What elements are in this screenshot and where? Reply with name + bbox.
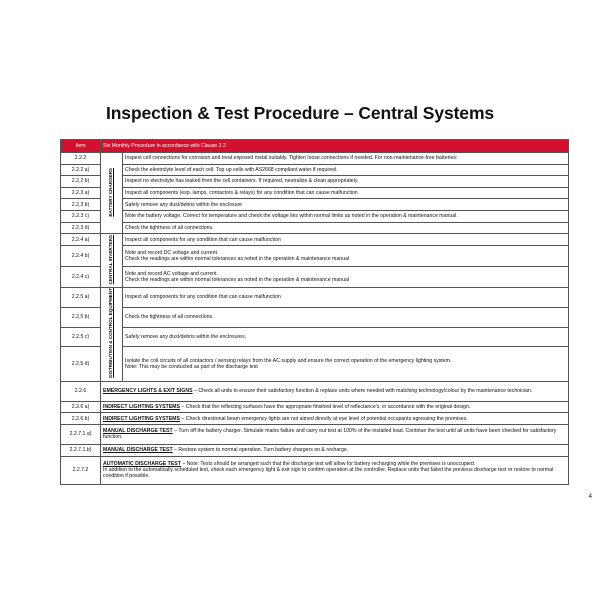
table-row [61, 153, 569, 165]
table-row [61, 266, 569, 287]
row-text-body: – Check directional beam emergency lights are not aimed directly at eye level of potential occupants egressing the premises. [179, 415, 468, 422]
row-text-body: – Note: Tests should be arranged such that the discharge test will allow for battery recharging while the premises is unoccupied. [180, 460, 476, 467]
table-row [61, 246, 569, 267]
row-text: Inspect all components for any condition that can cause malfunction [123, 234, 569, 246]
row-heading: INDIRECT LIGHTING SYSTEMS [103, 403, 180, 410]
item-number: 2.2.7.1 a) [61, 424, 101, 444]
table-row [61, 234, 569, 246]
group-label: BATTERY CHARGERS [108, 167, 114, 217]
item-number: 2.2.6 [61, 381, 101, 401]
row-text-line: Check the readings are within normal tolerances as noted in the operation & maintenance manual [125, 276, 350, 283]
row-text-body: – Restore system to normal operation. Turn battery chargers on & recharge. [172, 447, 349, 454]
row-text: Safely remove any dust/debris within the enclosure [123, 199, 569, 211]
table-row [61, 222, 569, 234]
row-text-line: Isolate the coil circuits of all contactors / sensing relays from the AC supply and ensure the correct operation of the emergency lighting system. [125, 357, 452, 364]
table-row [61, 187, 569, 199]
row-text-body: – Check all units to ensure their satisfactory function & replace units where needed with matching technology/colour by the maintenance technician. [192, 388, 533, 395]
item-number: 2.2.4 a) [61, 234, 101, 246]
table-row [61, 456, 569, 484]
page-title: Inspection & Test Procedure – Central Systems [105, 103, 495, 123]
table-row [61, 444, 569, 456]
row-text-line: Note: This may be conducted as part of the discharge test [125, 364, 258, 371]
row-text [101, 381, 569, 401]
row-text [101, 413, 569, 425]
row-text: Inspect all components for any condition that can cause malfunction [123, 287, 569, 307]
item-number: 2.2.5 a) [61, 287, 101, 307]
item-number: 2.2.2 b) [61, 176, 101, 188]
row-heading: EMERGENCY LIGHTS & EXIT SIGNS [103, 388, 193, 395]
row-text: Safely remove any dust/debris within the enclosures. [123, 327, 569, 347]
row-text-body: – Check that the reflecting surfaces have the appropriate finished level of reflectance's, in accordance with the original design. [179, 403, 471, 410]
group-battery-chargers [101, 153, 123, 234]
item-number: 2.2.3 b) [61, 199, 101, 211]
table-row [61, 401, 569, 413]
group-label: CENTRAL INVERTERS [108, 234, 114, 285]
page-number: 4 [588, 494, 592, 500]
table-row [61, 164, 569, 176]
row-text [123, 246, 569, 267]
item-number: 2.2.3 c) [61, 210, 101, 222]
row-text: Check the tightness of all connections. [123, 222, 569, 234]
row-text [101, 456, 569, 484]
table-row [61, 176, 569, 188]
table-row [61, 210, 569, 222]
item-number: 2.2.4 c) [61, 266, 101, 287]
table-row [61, 307, 569, 327]
row-text [101, 424, 569, 444]
row-text [123, 347, 569, 381]
row-text: Check the electrolyte level of each cell. Top up cells with AS2668 compliant water if required. [123, 164, 569, 176]
item-number: 2.2.4 b) [61, 246, 101, 267]
row-heading: INDIRECT LIGHTING SYSTEMS [103, 415, 180, 422]
row-text [101, 444, 569, 456]
row-text-line: Check the readings are within normal tolerances as noted in the operation & maintenance manual [125, 256, 350, 263]
header-description: Six Monthly Procedure in accordance with Clause 2.2 [101, 140, 569, 153]
table-header-row [61, 140, 569, 153]
row-text [101, 401, 569, 413]
table-row [61, 287, 569, 307]
item-number: 2.2.7.1 b) [61, 444, 101, 456]
table-row [61, 381, 569, 401]
item-number: 2.2.6 a) [61, 401, 101, 413]
item-number: 2.2.3 d) [61, 222, 101, 234]
item-number: 2.2.2 [61, 153, 101, 165]
header-item: Item [61, 140, 101, 153]
item-number: 2.2.7.2 [61, 456, 101, 484]
row-text: Check the tightness of all connections. [123, 307, 569, 327]
row-text-body: – Turn off the battery charger. Simulate mains failure and carry out test at 100% of the installed load. Continue the test until all units have been checked for satisfactory function. [103, 428, 557, 441]
row-text [123, 266, 569, 287]
row-heading: MANUAL DISCHARGE TEST [103, 447, 173, 454]
group-central-inverters [101, 234, 123, 288]
table-row [61, 199, 569, 211]
row-text: Inspect cell connections for corrosion and treat exposed metal suitably. Tighten loose connections if needed. For non-maintenance-free batteries: [123, 153, 569, 165]
item-number: 2.2.6 b) [61, 413, 101, 425]
item-number: 2.2.5 b) [61, 307, 101, 327]
item-number: 2.2.2 a) [61, 164, 101, 176]
item-number: 2.2.5 d) [61, 347, 101, 381]
table-row [61, 413, 569, 425]
row-text-line: In addition to the automatically scheduled test, check each emergency light & exit sign to confirm operation at the controller. Replace units that failed the previous discharge test or restore to normal condition if possible. [103, 466, 554, 480]
row-heading: MANUAL DISCHARGE TEST [103, 428, 173, 435]
table-row [61, 424, 569, 444]
item-number: 2.2.3 a) [61, 187, 101, 199]
row-text: Note the battery voltage. Correct for temperature and check the voltage lies within normal limits as noted in the operation & maintenance manual. [123, 210, 569, 222]
group-label: DISTRIBUTION & CONTROL EQUIPMENT [108, 288, 114, 379]
row-text-line: Note and record AC voltage and current. [125, 270, 218, 277]
group-distribution-control [101, 287, 123, 381]
row-heading: AUTOMATIC DISCHARGE TEST [103, 460, 181, 467]
procedure-table [60, 139, 569, 485]
row-text-line: Note and record DC voltage and current. [125, 249, 219, 256]
table-row [61, 347, 569, 381]
row-text: Inspect all components (esp. lamps, contactors & relays) for any condition that can cause malfunction [123, 187, 569, 199]
table-row [61, 327, 569, 347]
item-number: 2.2.5 c) [61, 327, 101, 347]
row-text: Inspect no electrolyte has leaked from the cell containers. If required, neutralize & clean appropriately. [123, 176, 569, 188]
